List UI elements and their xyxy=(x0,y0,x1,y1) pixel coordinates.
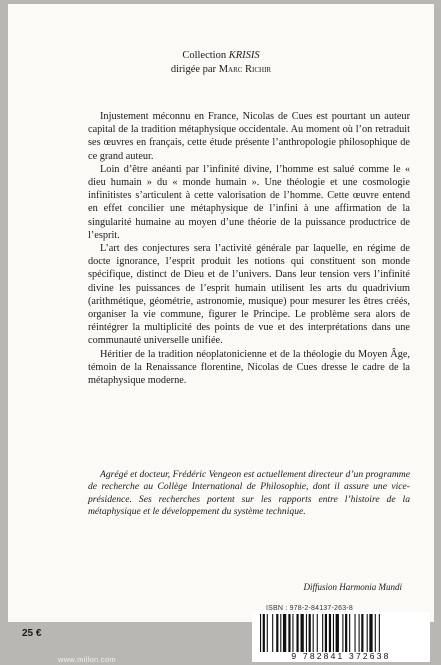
barcode-bar xyxy=(306,614,307,652)
author-bio: Agrégé et docteur, Frédéric Vengeon est actuellement directeur d’un programme de recherche au Collège International de Philosophie, dont il assure une vice-présidence. Ses recherches portent sur les rapports entre l’histoire de la métaphysique et le développement du système technique. xyxy=(88,469,410,518)
collection-line: Collection KRISIS xyxy=(182,50,260,61)
barcode-bar xyxy=(263,614,265,652)
barcode-bar xyxy=(296,614,298,652)
barcode-bar xyxy=(267,614,268,652)
barcode-bar xyxy=(288,614,290,652)
barcode-bar xyxy=(361,614,363,652)
barcode-bar xyxy=(345,614,347,652)
barcode-bar xyxy=(260,614,261,652)
barcode-bar xyxy=(280,614,281,652)
barcode-bar xyxy=(322,614,323,652)
barcode-bar xyxy=(325,614,327,652)
barcode-bar xyxy=(333,614,334,652)
barcode-bar xyxy=(309,614,311,652)
barcode-bar xyxy=(336,614,339,652)
barcode-bar xyxy=(313,614,314,652)
back-cover xyxy=(8,4,434,622)
distributor: Diffusion Harmonia Mundi xyxy=(303,582,402,592)
barcode xyxy=(252,612,430,662)
collection-header xyxy=(8,49,434,77)
barcode-bar xyxy=(367,614,368,652)
blurb-paragraph: Injustement méconnu en France, Nicolas de Cues est pourtant un auteur capital de la tradition métaphysique occidentale. Au moment où l’on retraduit ses œuvres en français, cette étude présente l’anthropologie philosophique de ce grand auteur. xyxy=(88,111,410,162)
barcode-bar xyxy=(355,614,356,652)
blurb-paragraph: Loin d’être anéanti par l’infinité divine, l’homme est salué comme le « dieu humain » du « monde humain ». Une théologie et une cosmologie infinitistes s’articulent à cette valorisation de l’homme. Cette œuvre entend en effet concilier une métaphysique de l’infini à une affirmation de la singularité humaine au moyen d’une théorie de la puissance productrice de l’esprit. xyxy=(88,163,410,241)
barcode-bar xyxy=(283,614,286,652)
price: 25 € xyxy=(22,628,42,639)
director-line: dirigée par Marc Richir xyxy=(170,64,272,75)
barcode-bar xyxy=(272,614,273,652)
barcode-bar xyxy=(379,614,380,652)
barcode-bar xyxy=(329,614,331,652)
blurb xyxy=(88,110,410,387)
collection-name: KRISIS xyxy=(228,50,260,61)
barcode-bar xyxy=(317,614,318,652)
barcode-bar xyxy=(342,614,343,652)
isbn: ISBN : 978-2-84137-263-8 xyxy=(266,605,353,612)
barcode-bar xyxy=(349,614,350,652)
barcode-bar xyxy=(375,614,376,652)
director-name: Marc Richir xyxy=(218,64,272,75)
barcode-bar xyxy=(359,614,360,652)
barcode-digits: 9 782841 372638 xyxy=(291,651,391,661)
barcode-bar xyxy=(369,614,372,652)
blurb-paragraph: Héritier de la tradition néoplatonicienne et de la théologie du Moyen Âge, témoin de la Renaissance florentine, Nicolas de Cues dresse le cadre de la métaphysique moderne. xyxy=(88,348,410,387)
barcode-bar xyxy=(292,614,293,652)
barcode-bars xyxy=(260,614,422,652)
barcode-bar xyxy=(301,614,304,652)
barcode-bar xyxy=(276,614,278,652)
publisher-website: www.millon.com xyxy=(58,655,116,664)
blurb-paragraph: L’art des conjectures sera l’activité générale par laquelle, en régime de docte ignorance, l’esprit produit les notions qui constituent son monde spécifique, distinct de Dieu et de l’univers. Dans leur tension vers l’infinité divine les puissances de l’esprit humain utilisent les arts du quadrivium (arithmétique, géométrie, astronomie, musique) pour mesurer les êtres créés, organiser la vie commune, figurer le Principe. Le problème sera alors de réintégrer la multiplicité des points de vue et des interprétations dans une communauté universelle unifiée. xyxy=(88,243,410,347)
